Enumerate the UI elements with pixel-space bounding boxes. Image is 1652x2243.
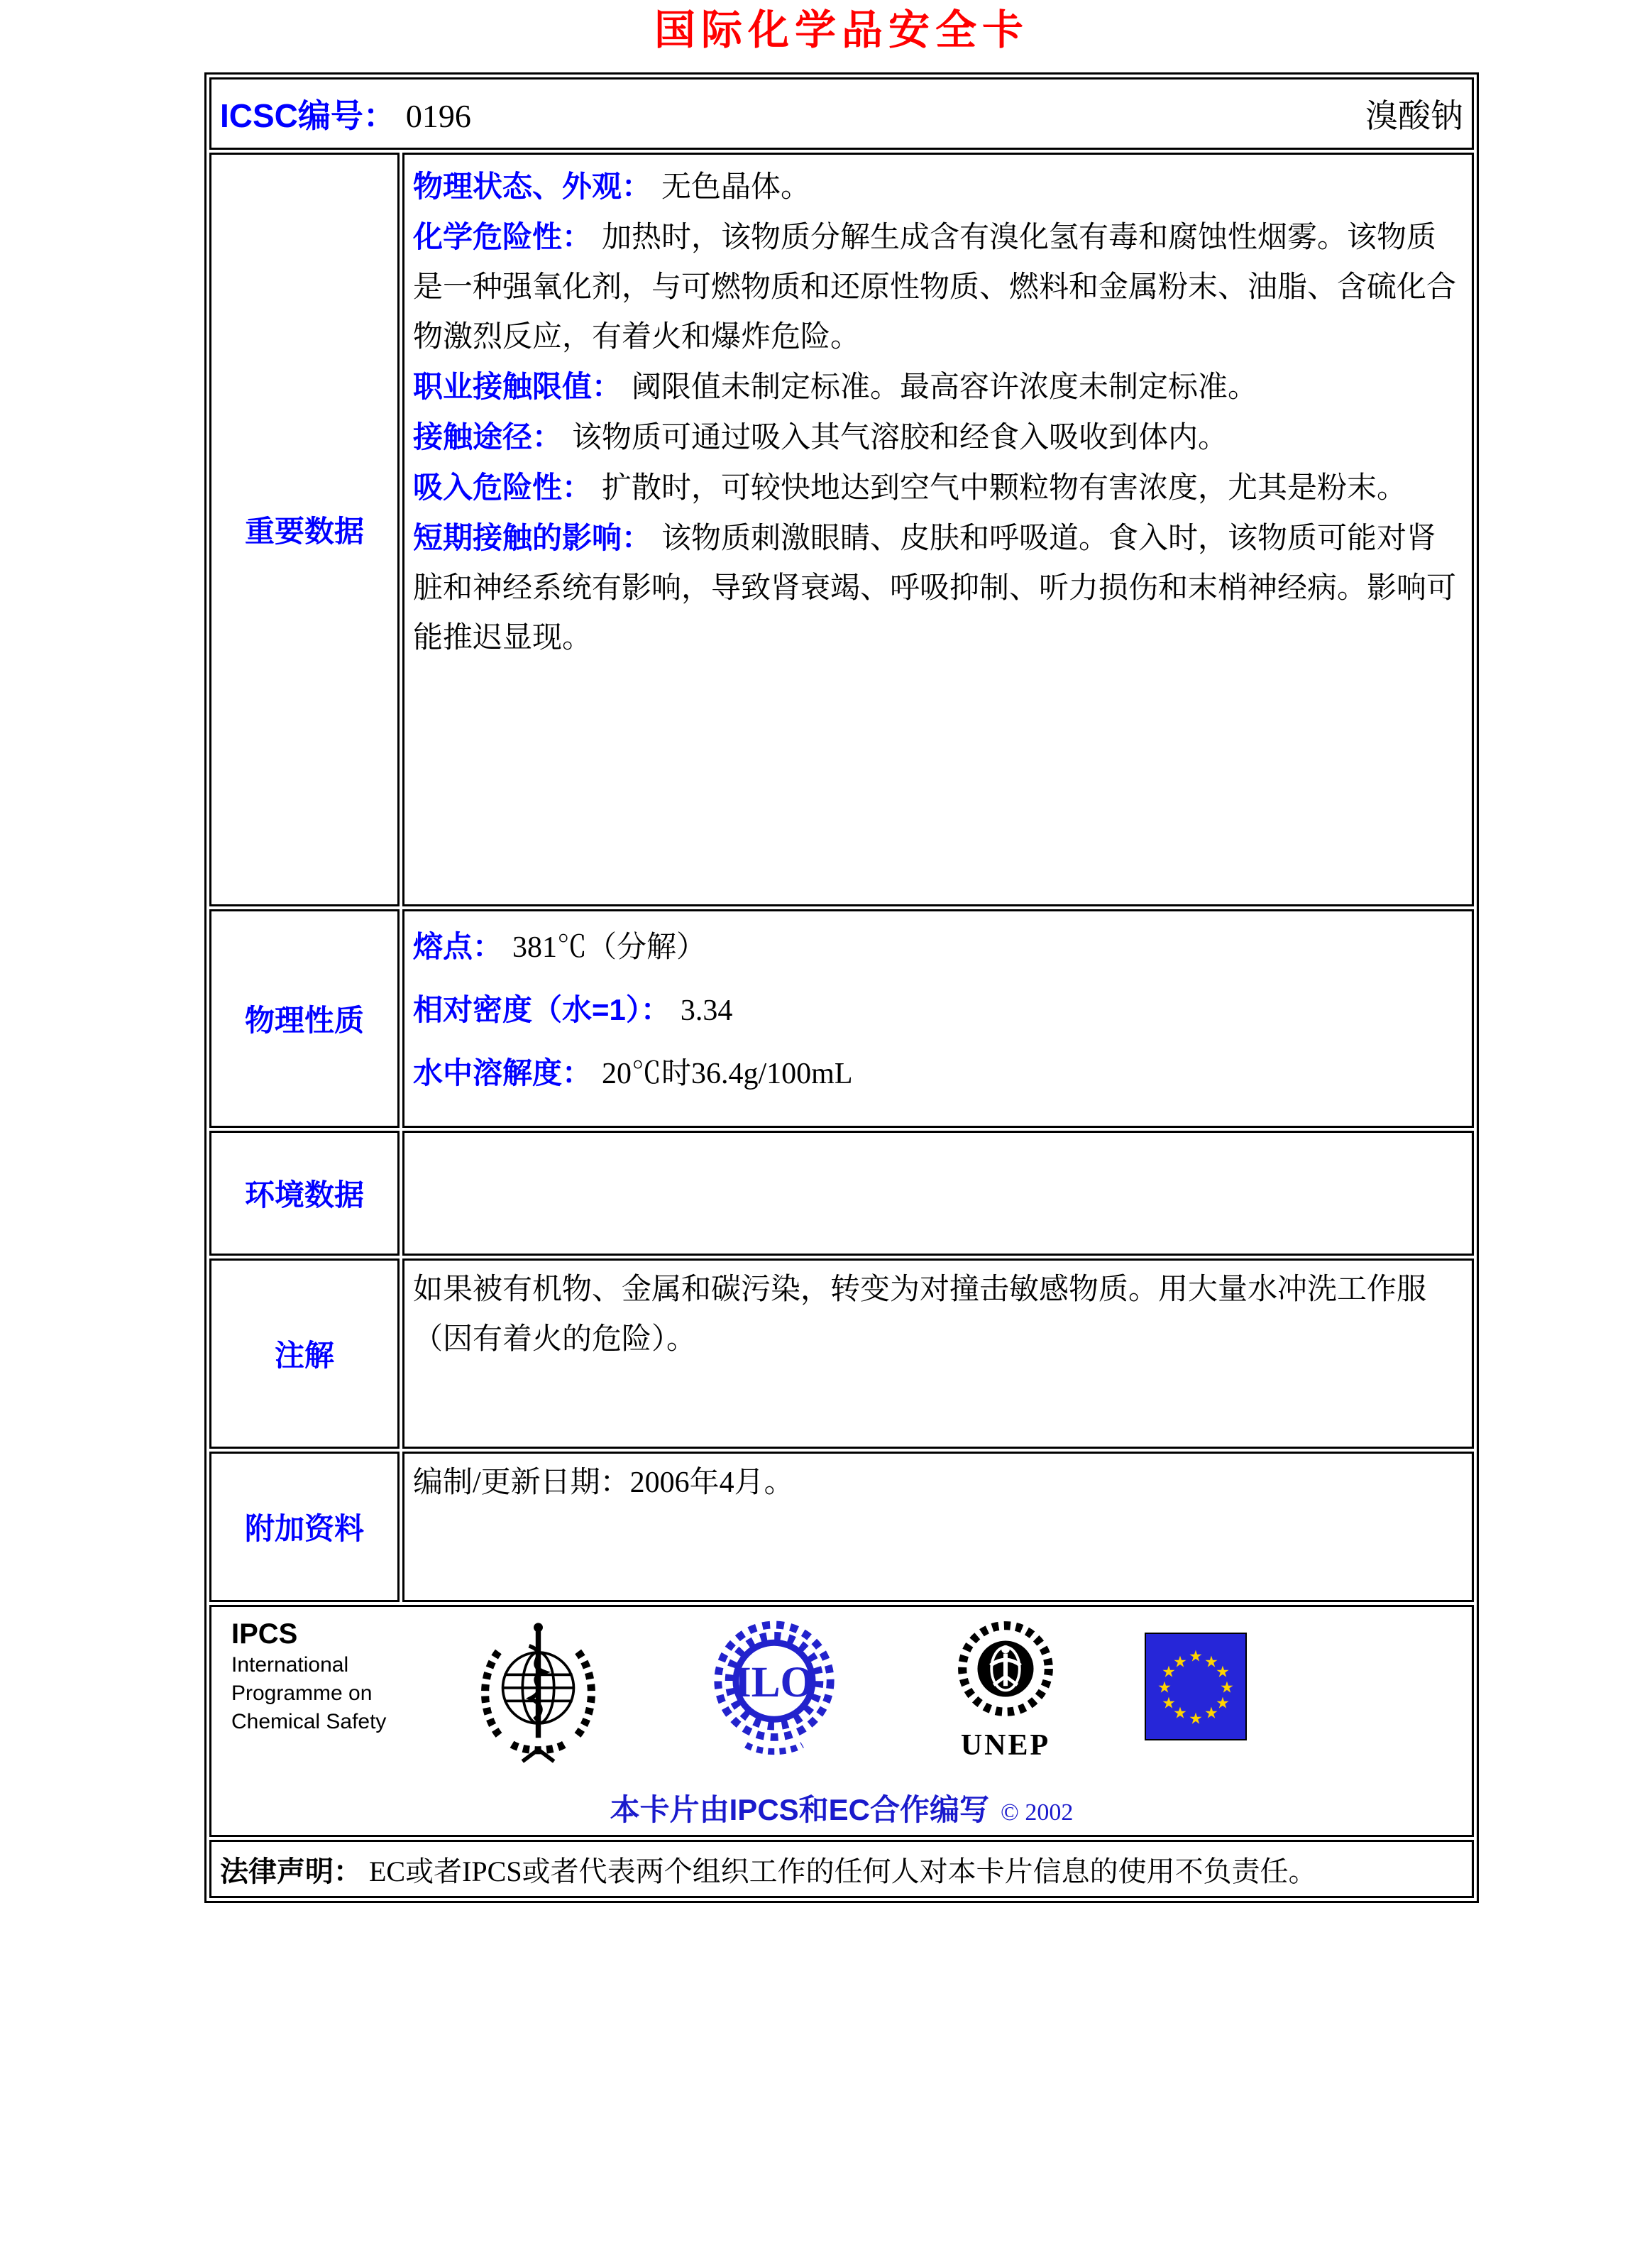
field-label: 相对密度（水=1）： [413,993,671,1026]
legal-row [209,1840,1474,1898]
ipcs-line-1: International [231,1653,349,1677]
section-content-physical-properties [402,909,1474,1128]
eu-flag-icon [1145,1633,1247,1740]
section-content-environmental-data [402,1131,1474,1256]
field-melting-point [413,916,1463,979]
section-content-important-data [402,153,1474,906]
section-label-notes: 注解 [209,1258,400,1449]
section-label-environmental-data: 环境数据 [209,1131,400,1256]
field-exposure-route [413,412,1463,463]
credit-text: 本卡片由IPCS和EC合作编写 [610,1793,990,1826]
field-value: 加热时，该物质分解生成含有溴化氢有毒和腐蚀性烟雾。该物质是一种强氧化剂，与可燃物质和还原性物质、燃料和金属粉末、油脂、含硫化合物激烈反应，有着火和爆炸危险。 [413,221,1457,353]
field-value: 该物质可通过吸入其气溶胶和经食入吸收到体内。 [572,422,1228,454]
field-physical-state [413,162,1463,212]
eu-star-icon: ★ [1173,1653,1187,1672]
eu-star-icon: ★ [1220,1679,1234,1697]
field-value: 该物质刺激眼睛、皮肤和呼吸道。食入时，该物质可能对肾脏和神经系统有影响，导致肾衰竭、呼吸抑制、听力损伤和末梢神经病。影响可能推迟显现。 [413,522,1457,654]
section-notes [209,1258,1474,1449]
eu-star-icon: ★ [1173,1704,1187,1723]
section-label-additional-info: 附加资料 [209,1452,400,1602]
field-update-date: 编制/更新日期：2006年4月。 [413,1466,794,1499]
header-row [209,77,1474,150]
footer-row [209,1605,1474,1837]
field-label: 职业接触限值： [413,370,622,403]
field-occupational-limit [413,362,1463,412]
unep-logo-icon [952,1617,1059,1762]
eu-star-icon: ★ [1162,1694,1176,1713]
field-short-term-effects [413,513,1463,663]
page-title: 国际化学品安全卡 [654,7,1029,53]
field-chemical-danger [413,212,1463,362]
field-water-solubility [413,1042,1463,1105]
field-label: 接触途径： [413,420,563,454]
section-label-important-data: 重要数据 [209,153,400,906]
ipcs-block [231,1617,444,1736]
section-environmental-data [209,1131,1474,1256]
field-inhalation-risk [413,463,1463,513]
section-content-notes [402,1258,1474,1449]
icsc-number-group [220,90,471,137]
field-label: 短期接触的影响： [413,521,652,554]
field-value: 扩散时，可较快地达到空气中颗粒物有害浓度，尤其是粉末。 [602,472,1407,505]
icsc-card-table [204,72,1479,1903]
copyright-text: © 2002 [1001,1799,1074,1826]
eu-star-icon: ★ [1204,1653,1218,1672]
eu-star-icon: ★ [1157,1679,1172,1697]
section-content-additional-info [402,1452,1474,1602]
icsc-number-value: 0196 [405,98,471,134]
field-value: 20℃时36.4g/100mL [602,1058,853,1090]
ipcs-line-3: Chemical Safety [231,1710,387,1733]
legal-label: 法律声明： [220,1855,362,1887]
eu-star-icon: ★ [1204,1704,1218,1723]
section-label-physical-properties: 物理性质 [209,909,400,1128]
legal-text: EC或者IPCS或者代表两个组织工作的任何人对本卡片信息的使用不负责任。 [369,1855,1317,1887]
field-notes-text: 如果被有机物、金属和碳污染，转变为对撞击敏感物质。用大量水冲洗工作服（因有着火的危险）。 [413,1273,1427,1356]
field-relative-density [413,979,1463,1042]
section-physical-properties [209,909,1474,1128]
ipcs-line-2: Programme on [231,1682,373,1705]
field-label: 化学危险性： [413,220,593,253]
field-label: 熔点： [413,930,503,963]
eu-star-icon: ★ [1162,1663,1176,1682]
ilo-logo-icon [710,1617,838,1768]
field-value: 3.34 [680,994,733,1027]
unep-label: UNEP [960,1729,1051,1762]
eu-star-icon: ★ [1189,1710,1203,1728]
field-value: 无色晶体。 [661,171,811,204]
chemical-name: 溴酸钠 [1365,98,1463,134]
section-important-data [209,153,1474,906]
ipcs-acronym: IPCS [231,1618,298,1650]
field-label: 物理状态、外观： [413,170,652,203]
eu-star-icon: ★ [1216,1694,1230,1713]
field-value: 381℃（分解） [512,931,707,964]
eu-star-icon: ★ [1216,1663,1230,1682]
eu-star-icon: ★ [1189,1647,1203,1666]
who-logo-icon [473,1617,604,1782]
credit-line [219,1787,1465,1829]
logos-row [219,1617,1465,1782]
ilo-letters: ILO [734,1657,815,1706]
icsc-number-label: ICSC编号： [220,97,396,134]
section-additional-info [209,1452,1474,1602]
field-label: 吸入危险性： [413,471,593,504]
field-label: 水中溶解度： [413,1056,593,1090]
field-value: 阈限值未制定标准。最高容许浓度未制定标准。 [632,371,1258,404]
